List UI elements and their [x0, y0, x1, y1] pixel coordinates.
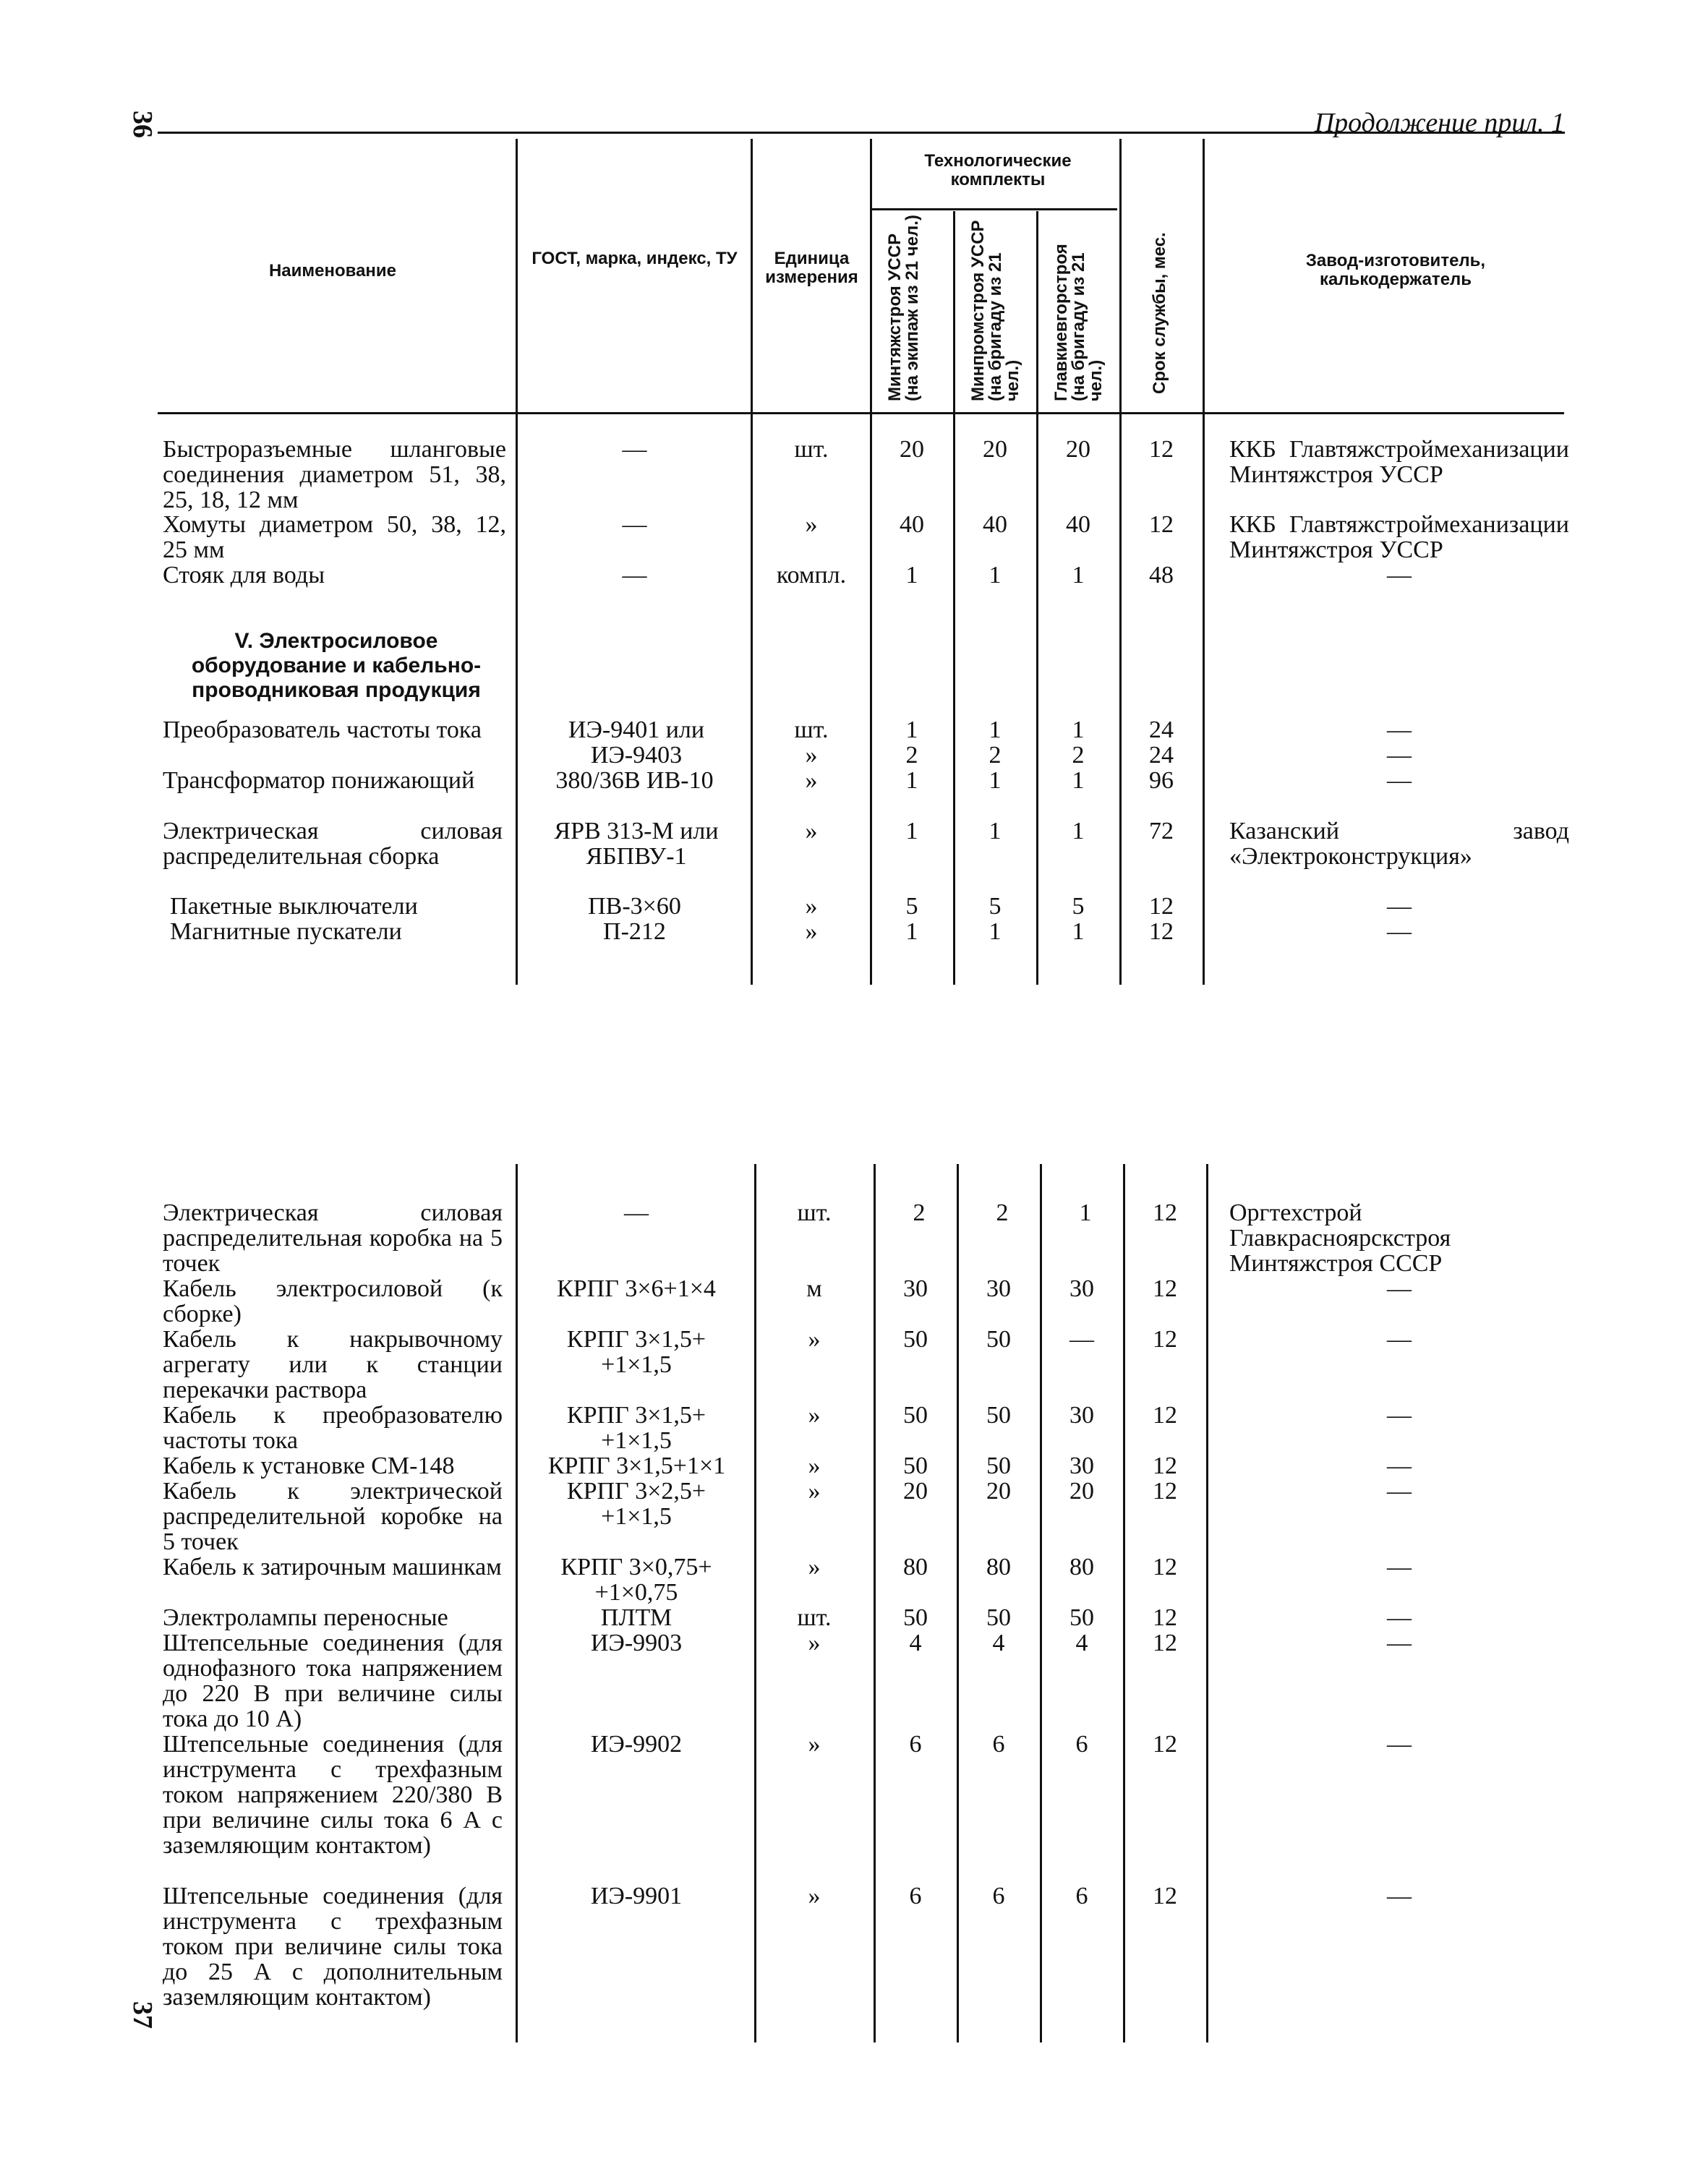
page-number-bottom: 37: [127, 2001, 158, 2029]
row-kit3: 30: [1069, 1402, 1094, 1429]
row-kit1: 50: [903, 1604, 928, 1631]
row-kit1: 1: [905, 562, 918, 589]
row-gost: ИЭ-9901: [590, 1883, 683, 1909]
row-maker: —: [1387, 1275, 1412, 1302]
row-kit1: 1: [905, 918, 918, 945]
row-unit: компл.: [776, 562, 847, 589]
row-kit1: 4: [909, 1630, 922, 1656]
row-name: Быстроразъемные шланговые соединения диаметром 51, 38, 25, 18, 12 мм: [163, 436, 506, 513]
row-kit2: 5: [988, 893, 1002, 920]
row-unit: »: [808, 1326, 821, 1353]
row-maker: —: [1387, 767, 1412, 794]
row-name: Электрическая силовая распределительная коробка на 5 точек: [163, 1199, 503, 1277]
row-life: 12: [1153, 1478, 1177, 1505]
section-heading: V. Электросиловое оборудование и кабельно-проводниковая продукция: [191, 629, 482, 702]
row-maker: —: [1387, 1453, 1412, 1479]
col-line-2: [751, 139, 753, 985]
header-kits: Технологические комплекты: [924, 151, 1072, 189]
row-name: Штепсельные соединения (для инструмента с трехфазным током при величине силы тока до 25 А с дополнительным заземляющим контактом): [163, 1883, 503, 2011]
row-maker: —: [1387, 1604, 1412, 1631]
row-gost: ИЭ-9903: [590, 1630, 683, 1656]
row-name: Трансформатор понижающий: [163, 767, 475, 794]
row-unit: шт.: [797, 1199, 832, 1226]
header-rule: [158, 132, 1565, 134]
row-kit3: 6: [1075, 1731, 1088, 1758]
page-number-top: 36: [127, 111, 158, 138]
row-name: Электролампы переносные: [163, 1604, 448, 1631]
row-gost: —: [624, 1199, 649, 1226]
row-kit1: 1: [905, 716, 918, 743]
row-kit2: 2: [996, 1199, 1009, 1226]
row-unit: »: [805, 742, 818, 769]
row-kit2: 30: [986, 1275, 1011, 1302]
row-life: 12: [1149, 893, 1174, 920]
col-line-1: [516, 139, 518, 985]
row-kit1: 40: [900, 511, 924, 538]
row-maker: —: [1387, 1554, 1412, 1580]
row-gost: ПЛТМ: [600, 1604, 672, 1631]
header-service: Срок службы, мес.: [1150, 232, 1169, 394]
row-kit1: 6: [909, 1883, 922, 1909]
row-life: 12: [1153, 1326, 1177, 1353]
row-name: Кабель к затирочным машинкам: [163, 1554, 502, 1580]
row-kit3: 1: [1072, 562, 1085, 589]
row-unit: шт.: [794, 436, 829, 463]
row-unit: »: [808, 1453, 821, 1479]
row-gost: —: [622, 511, 647, 538]
row-life: 12: [1153, 1604, 1177, 1631]
row-kit3: 20: [1066, 436, 1090, 463]
row-kit3: 1: [1079, 1199, 1092, 1226]
row-unit: »: [805, 767, 818, 794]
row-gost: —: [622, 562, 647, 589]
row-name: Магнитные пускатели: [170, 918, 402, 945]
row-unit: »: [805, 818, 818, 844]
row-life: 12: [1153, 1199, 1177, 1226]
row-kit2: 50: [986, 1326, 1011, 1353]
row-gost: КРПГ 3×2,5+ +1×1,5: [566, 1478, 706, 1530]
row-kit1: 20: [900, 436, 924, 463]
row-kit3: 1: [1072, 767, 1085, 794]
row-unit: »: [808, 1478, 821, 1505]
row-kit2: 20: [983, 436, 1007, 463]
row-maker: —: [1387, 1478, 1412, 1505]
kits-divider: [871, 208, 1117, 210]
row-gost: 380/36В ИВ-10: [555, 767, 714, 794]
header-unit: Единица измерения: [765, 249, 858, 287]
col-line-4: [953, 211, 955, 985]
col-line-5: [1036, 211, 1038, 985]
row-life: 24: [1149, 716, 1174, 743]
header-gost: ГОСТ, марка, индекс, ТУ: [531, 249, 738, 268]
header-name: Наименование: [268, 261, 397, 281]
header-kit3: Главкиевгорстроя (на бригаду из 21 чел.): [1051, 244, 1106, 401]
row-kit3: 1: [1072, 818, 1085, 844]
row-gost: ЯРВ 313-М или ЯБПВУ-1: [554, 818, 719, 870]
header-maker: Завод-изготовитель, калькодержатель: [1305, 251, 1486, 289]
row-unit: шт.: [797, 1604, 832, 1631]
row-unit: »: [805, 511, 818, 538]
row-name: Кабель к электрической распределительной коробке на 5 точек: [163, 1478, 503, 1555]
row-unit: »: [805, 893, 818, 920]
row-name: Электрическая силовая распределительная сборка: [163, 818, 503, 870]
row-name: Кабель электросиловой (к сборке): [163, 1275, 503, 1327]
row-kit1: 80: [903, 1554, 928, 1580]
col-line-6: [1119, 139, 1122, 985]
row-life: 12: [1153, 1402, 1177, 1429]
row-kit2: 20: [986, 1478, 1011, 1505]
row-maker: —: [1387, 1630, 1412, 1656]
row-life: 12: [1153, 1453, 1177, 1479]
row-name: Кабель к установке СМ-148: [163, 1453, 455, 1479]
row-kit2: 50: [986, 1453, 1011, 1479]
row-kit3: 5: [1072, 893, 1085, 920]
row-kit2: 6: [992, 1883, 1005, 1909]
row-kit2: 1: [988, 767, 1002, 794]
row-name: Кабель к преобразователю частоты тока: [163, 1402, 503, 1454]
row-kit2: 80: [986, 1554, 1011, 1580]
row-kit1: 2: [905, 742, 918, 769]
row-life: 12: [1149, 436, 1174, 463]
row-unit: »: [805, 918, 818, 945]
row-kit1: 5: [905, 893, 918, 920]
row-maker: —: [1387, 1731, 1412, 1758]
row-kit3: 6: [1075, 1883, 1088, 1909]
row-unit: »: [808, 1731, 821, 1758]
row-name: Преобразователь частоты тока: [163, 716, 482, 743]
row-kit3: 30: [1069, 1453, 1094, 1479]
row-life: 48: [1149, 562, 1174, 589]
row-gost: П-212: [603, 918, 666, 945]
row-kit2: 40: [983, 511, 1007, 538]
row-maker: —: [1387, 1402, 1412, 1429]
row-kit1: 1: [905, 818, 918, 844]
row-kit2: 50: [986, 1402, 1011, 1429]
row-maker: —: [1387, 742, 1412, 769]
row-gost: КРПГ 3×1,5+ +1×1,5: [566, 1326, 706, 1378]
row-kit3: 1: [1072, 918, 1085, 945]
header-bottom-rule: [158, 412, 1564, 414]
header-kit1: Минтяжстроя УССР (на экипаж из 21 чел.): [885, 215, 922, 401]
row-kit3: 50: [1069, 1604, 1094, 1631]
row-gost: ПВ-3×60: [588, 893, 681, 920]
row-maker: —: [1387, 893, 1412, 920]
row-unit: »: [808, 1554, 821, 1580]
row-kit3: 20: [1069, 1478, 1094, 1505]
row-name: Штепсельные соединения (для инструмента с трехфазным током напряжением 220/380 В при величине силы тока 6 А с заземляющим контактом): [163, 1731, 503, 1859]
row-maker: Казанский завод «Электроконструкция»: [1229, 818, 1569, 870]
row-unit: »: [808, 1402, 821, 1429]
row-gost: КРПГ 3×1,5+ +1×1,5: [566, 1402, 706, 1454]
row-maker: —: [1387, 562, 1412, 589]
row-kit1: 1: [905, 767, 918, 794]
row-life: 12: [1153, 1883, 1177, 1909]
row-kit2: 1: [988, 562, 1002, 589]
row-maker: —: [1387, 918, 1412, 945]
row-kit3: 4: [1075, 1630, 1088, 1656]
row-maker: —: [1387, 1326, 1412, 1353]
row-life: 12: [1153, 1554, 1177, 1580]
row-unit: »: [808, 1630, 821, 1656]
row-kit2: 1: [988, 716, 1002, 743]
row-kit1: 30: [903, 1275, 928, 1302]
lower-col-line-1: [516, 1164, 518, 2042]
row-unit: шт.: [794, 716, 829, 743]
continuation-label: Продолжение прил. 1: [1314, 108, 1565, 138]
row-life: 12: [1149, 511, 1174, 538]
row-life: 12: [1153, 1731, 1177, 1758]
row-life: 12: [1149, 918, 1174, 945]
row-gost: —: [622, 436, 647, 463]
row-maker: ККБ Главтяжстроймеханизации Минтяжстроя УССР: [1229, 436, 1569, 488]
row-name: Штепсельные соединения (для однофазного тока напряжением до 220 В при величине силы тока до 10 А): [163, 1630, 503, 1732]
row-life: 12: [1153, 1275, 1177, 1302]
row-kit1: 6: [909, 1731, 922, 1758]
row-kit1: 20: [903, 1478, 928, 1505]
row-kit2: 1: [988, 918, 1002, 945]
header-kit2: Минпромстроя УССР (на бригаду из 21 чел.): [968, 220, 1022, 401]
row-kit1: 50: [903, 1326, 928, 1353]
col-line-3: [870, 139, 872, 985]
row-maker: —: [1387, 1883, 1412, 1909]
row-kit2: 50: [986, 1604, 1011, 1631]
row-kit3: 40: [1066, 511, 1090, 538]
row-name: Хомуты диаметром 50, 38, 12, 25 мм: [163, 511, 506, 563]
row-kit3: 30: [1069, 1275, 1094, 1302]
row-kit2: 4: [992, 1630, 1005, 1656]
row-gost: ИЭ-9902: [590, 1731, 683, 1758]
row-life: 12: [1153, 1630, 1177, 1656]
row-kit1: 50: [903, 1402, 928, 1429]
row-kit3: —: [1069, 1326, 1094, 1353]
row-life: 96: [1149, 767, 1174, 794]
row-name: Пакетные выключатели: [170, 893, 418, 920]
row-kit2: 6: [992, 1731, 1005, 1758]
row-kit2: 1: [988, 818, 1002, 844]
row-gost: КРПГ 3×1,5+1×1: [547, 1453, 726, 1479]
row-name: Стояк для воды: [163, 562, 325, 589]
row-maker: ККБ Главтяжстроймеханизации Минтяжстроя УССР: [1229, 511, 1569, 563]
row-kit3: 2: [1072, 742, 1085, 769]
col-line-7: [1203, 139, 1205, 985]
row-unit: м: [806, 1275, 822, 1302]
row-kit1: 2: [913, 1199, 926, 1226]
row-gost: КРПГ 3×0,75+ +1×0,75: [560, 1554, 712, 1606]
row-life: 24: [1149, 742, 1174, 769]
row-unit: »: [808, 1883, 821, 1909]
row-name: Кабель к накрывочному агрегату или к станции перекачки раствора: [163, 1326, 503, 1403]
row-kit3: 1: [1072, 716, 1085, 743]
row-gost: ИЭ-9401 или ИЭ-9403: [568, 716, 705, 769]
row-kit1: 50: [903, 1453, 928, 1479]
row-kit2: 2: [988, 742, 1002, 769]
row-maker: —: [1387, 716, 1412, 743]
row-kit3: 80: [1069, 1554, 1094, 1580]
row-life: 72: [1149, 818, 1174, 844]
row-maker: Оргтехстрой Главкрасноярскстроя Минтяжстроя СССР: [1229, 1199, 1451, 1277]
lower-col-line-7: [1206, 1164, 1208, 2042]
row-gost: КРПГ 3×6+1×4: [557, 1275, 716, 1302]
